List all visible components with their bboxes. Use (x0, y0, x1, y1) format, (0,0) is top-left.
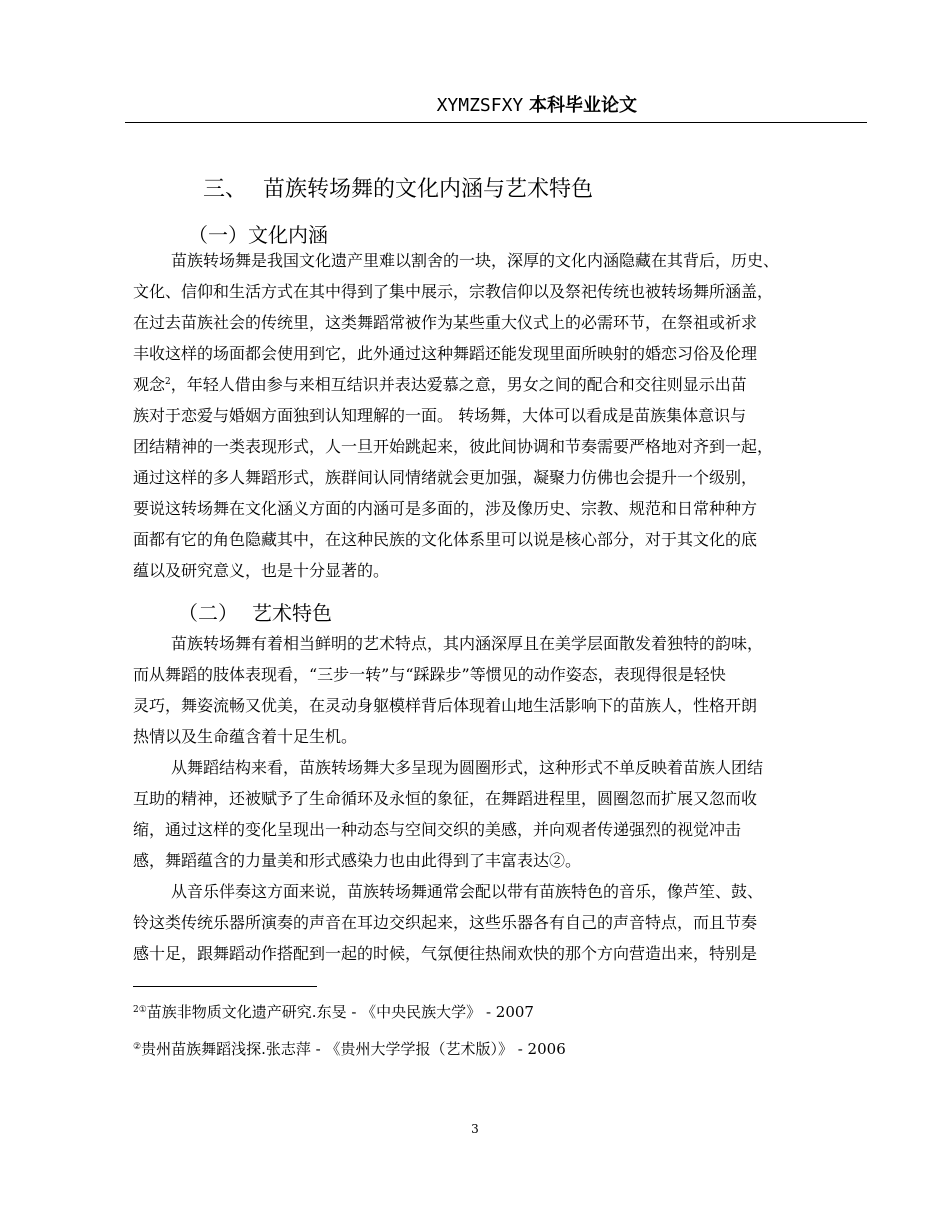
section-number: 三、 (203, 177, 248, 202)
section-title-text: 苗族转场舞的文化内涵与艺术特色 (263, 177, 594, 202)
text-line: 丰收这样的场面都会使用到它，此外通过这种舞蹈还能发现里面所映射的婚恋习俗及伦理 (133, 344, 758, 363)
text-line: 感，舞蹈蕴含的力量美和形式感染力也由此得到了丰富表达②。 (133, 851, 582, 870)
footnote-text: 苗族非物质文化遗产研究.东旻 - 《中央民族大学》 - 2007 (146, 1003, 534, 1021)
text-line: 从舞蹈结构来看，苗族转场舞大多呈现为圆圈形式，这种形式不单反映着苗族人团结 (171, 758, 764, 777)
text-line: 苗族转场舞是我国文化遗产里难以割舍的一块，深厚的文化内涵隐藏在其背后，历史、 (171, 251, 780, 270)
header-doc-type: 本科毕业论文 (529, 95, 637, 116)
footnote-1 (133, 1000, 534, 1024)
text-line: 苗族转场舞有着相当鲜明的艺术特点，其内涵深厚且在美学层面散发着独特的韵味， (171, 634, 764, 653)
art-paragraph-1 (133, 628, 873, 752)
text-line: 灵巧，舞姿流畅又优美，在灵动身躯模样背后体现着山地生活影响下的苗族人，性格开朗 (133, 696, 758, 715)
subsection-title: 艺术特色 (252, 601, 332, 625)
text-line: 文化、信仰和生活方式在其中得到了集中展示，宗教信仰以及祭祀传统也被转场舞所涵盖， (133, 282, 774, 301)
footnote-divider (133, 986, 317, 987)
page-header (125, 93, 867, 119)
text-fragment: ， (170, 375, 187, 394)
subsection-heading-culture: （一）文化内涵 (188, 223, 328, 247)
text-line: 团结精神的一类表现形式，人一旦开始跳起来，彼此间协调和节奏需要严格地对齐到一起， (133, 437, 774, 456)
subsection-number: （二） (178, 601, 238, 625)
text-fragment: 年轻人借由参与来相互结识并表达爱慕之意，男女之间的配合和交往则显示出苗 (186, 375, 747, 394)
footnote-text: 贵州苗族舞蹈浅探.张志萍 - 《贵州大学学报（艺术版）》 - 2006 (141, 1040, 566, 1058)
subsection-heading-art (178, 598, 332, 628)
header-divider (125, 122, 867, 123)
header-school-code: XYMZSFXY (436, 95, 524, 116)
text-line: 感十足，跟舞蹈动作搭配到一起的时候，气氛便往热闹欢快的那个方向营造出来，特别是 (133, 944, 758, 963)
text-line: 面都有它的角色隐藏其中，在这种民族的文化体系里可以说是核心部分，对于其文化的底 (133, 530, 758, 549)
text-line: 要说这转场舞在文化涵义方面的内涵可是多面的，涉及像历史、宗教、规范和日常种种方 (133, 499, 758, 518)
text-line: 族对于恋爱与婚姻方面独到认知理解的一面。 转场舞，大体可以看成是苗族集体意识与 (133, 406, 747, 425)
text-fragment: 观念 (133, 375, 166, 394)
art-paragraph-2 (133, 752, 873, 876)
art-paragraph-3 (133, 876, 873, 969)
text-line: 缩，通过这样的变化呈现出一种动态与空间交织的美感，并向观者传递强烈的视觉冲击 (133, 820, 742, 839)
text-line: 铃这类传统乐器所演奏的声音在耳边交织起来，这些乐器各有自己的声音特点，而且节奏 (133, 913, 758, 932)
text-line (133, 369, 873, 400)
text-line: 热情以及生命蕴含着十足生机。 (133, 727, 358, 746)
page-number: 3 (471, 1122, 479, 1136)
text-line: 从音乐伴奏这方面来说，苗族转场舞通常会配以带有苗族特色的音乐，像芦笙、鼓、 (171, 882, 764, 901)
text-line: 蕴以及研究意义，也是十分显著的。 (133, 561, 390, 580)
text-line: 互助的精神，还被赋予了生命循环及永恒的象征，在舞蹈进程里，圆圈忽而扩展又忽而收 (133, 789, 758, 808)
culture-paragraph (133, 245, 873, 586)
footnote-reference: 2 (165, 377, 171, 387)
footnote-2 (133, 1037, 566, 1061)
text-line: 而从舞蹈的肢体表现看，“三步一转”与“踩跺步”等惯见的动作姿态，表现得很是轻快 (133, 665, 726, 684)
footnote-mark: ② (133, 1042, 142, 1052)
section-title (203, 173, 593, 207)
text-line: 在过去苗族社会的传统里，这类舞蹈常被作为某些重大仪式上的必需环节，在祭祖或祈求 (133, 313, 758, 332)
text-line: 通过这样的多人舞蹈形式，族群间认同情绪就会更加强，凝聚力仿佛也会提升一个级别， (133, 468, 758, 487)
footnote-mark: 2① (133, 1005, 147, 1015)
